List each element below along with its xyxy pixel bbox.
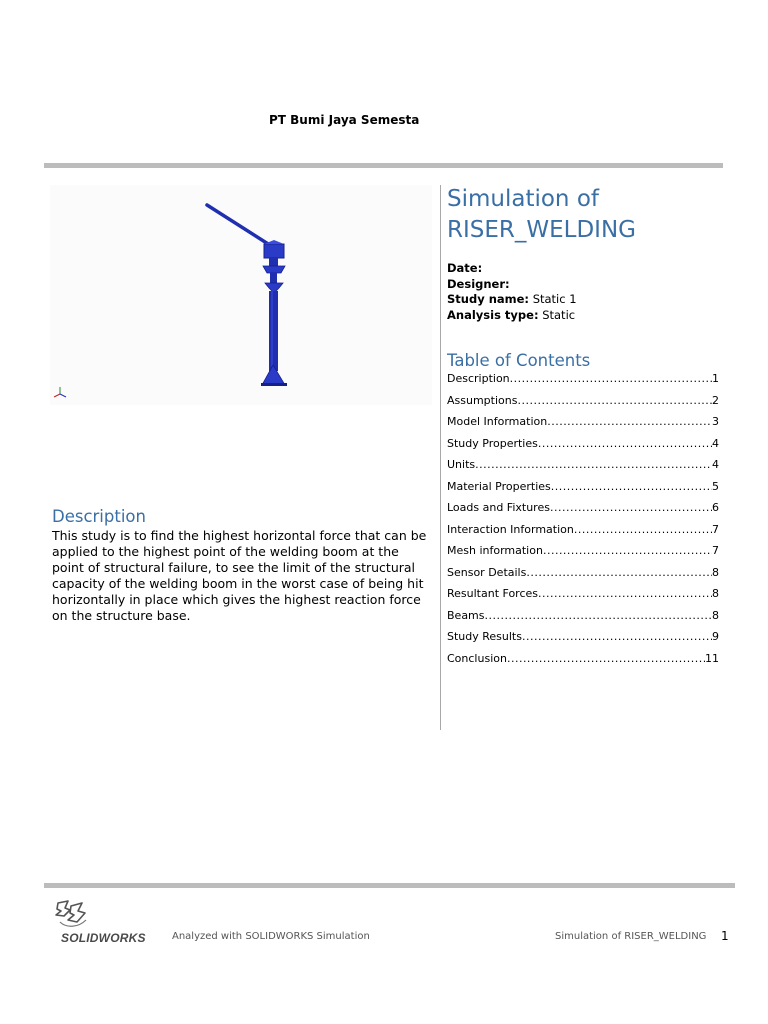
solidworks-wordmark: SOLIDWORKS [61,931,146,945]
description-heading: Description [52,507,146,526]
toc-item-description[interactable]: Description ..... 1 [447,372,719,394]
riser-model-image [50,185,432,405]
toc-item-sensor-details[interactable]: Sensor Details ..... 8 [447,566,719,588]
toc-item-beams[interactable]: Beams ..... 8 [447,609,719,631]
toc-item-interaction-information[interactable]: Interaction Information ..... 7 [447,523,719,545]
column-divider [440,185,441,730]
title-line-2: RISER_WELDING [447,217,636,243]
meta-date: Date: [447,261,483,275]
footer-divider [44,883,735,888]
footer-analyzed-with: Analyzed with SOLIDWORKS Simulation [172,931,370,942]
table-of-contents [447,372,719,673]
meta-designer: Designer: [447,276,510,291]
toc-item-study-properties[interactable]: Study Properties ..... 4 [447,437,719,459]
meta-analysis-type: Analysis type: Static [447,307,576,322]
toc-item-model-information[interactable]: Model Information ..... 3 [447,415,719,437]
study-meta [447,261,747,323]
meta-study-name: Study name: Static 1 [447,292,577,306]
toc-item-loads-and-fixtures[interactable]: Loads and Fixtures ..... 6 [447,501,719,523]
toc-item-conclusion[interactable]: Conclusion ..... 11 [447,652,719,674]
toc-item-resultant-forces[interactable]: Resultant Forces ..... 8 [447,587,719,609]
description-text: This study is to find the highest horizontal force that can be applied to the highest point of the welding boom at the point of structural failure, to see the limit of the structural capacity of the welding boom in the worst case of being hit horizontally in place which gives the highest reaction force on the structure base. [52,528,427,623]
solidworks-logo [52,898,162,948]
toc-item-study-results[interactable]: Study Results ..... 9 [447,630,719,652]
page-number: 1 [721,929,729,943]
header-divider [44,163,723,168]
page-title [447,184,747,246]
toc-heading: Table of Contents [447,351,591,370]
footer-document-title: Simulation of RISER_WELDING [555,931,707,942]
toc-item-units[interactable]: Units ..... 4 [447,458,719,480]
toc-item-material-properties[interactable]: Material Properties ..... 5 [447,480,719,502]
model-preview [50,185,432,405]
toc-item-mesh-information[interactable]: Mesh information ..... 7 [447,544,719,566]
title-line-1: Simulation of [447,186,599,212]
toc-item-assumptions[interactable]: Assumptions ..... 2 [447,394,719,416]
company-name: PT Bumi Jaya Semesta [269,113,420,127]
coordinate-triad-icon [54,387,66,397]
solidworks-3ds-logo-icon [52,898,92,932]
